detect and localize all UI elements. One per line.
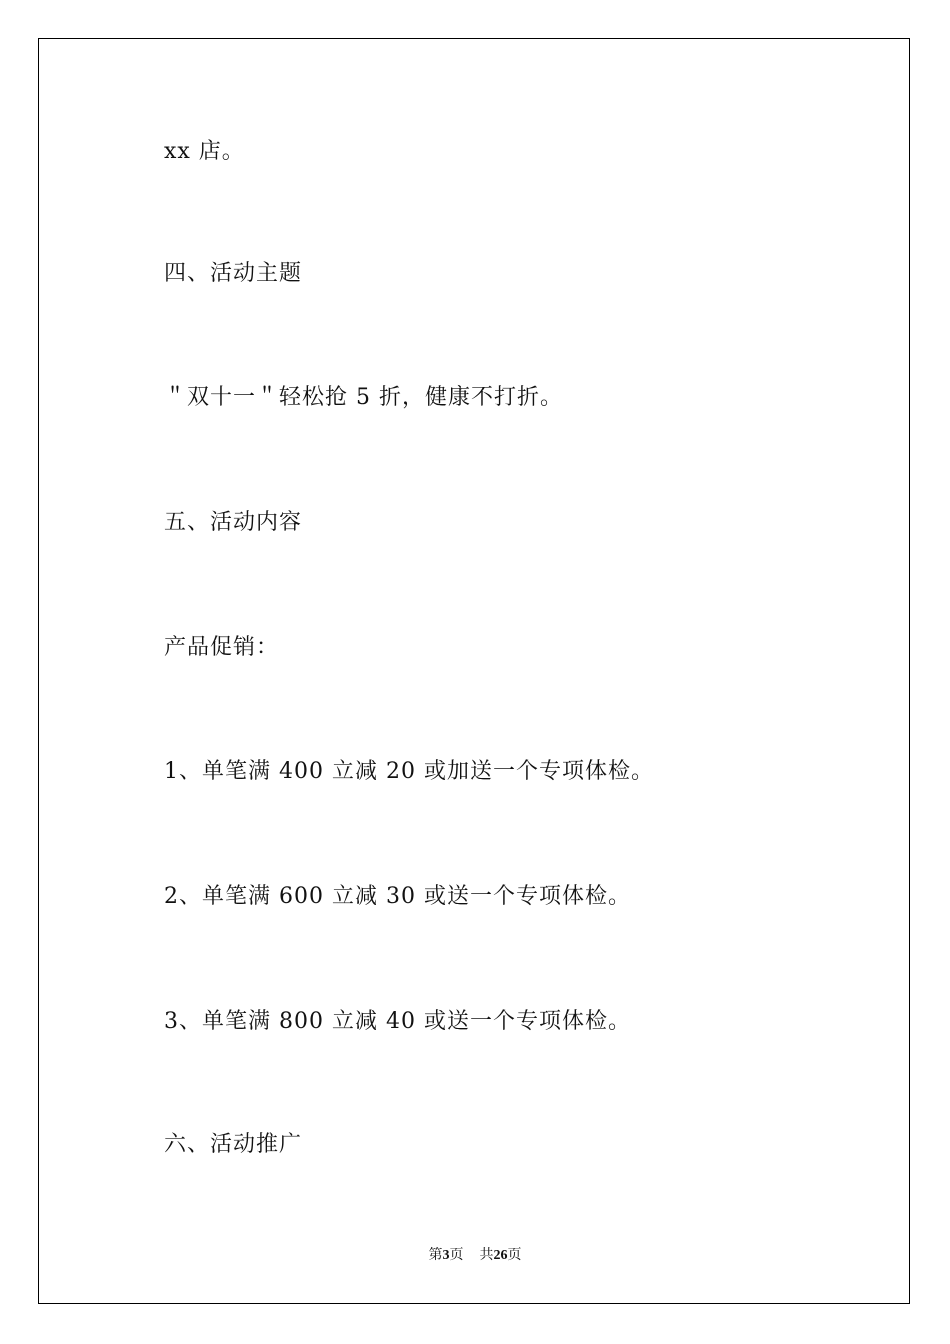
heading-activity-promotion: 六、活动推广: [164, 1132, 303, 1157]
list-item-promotion-2: 2、单笔满 600 立减 30 或送一个专项体检。: [164, 884, 631, 909]
footer-total-prefix: 共: [479, 1248, 494, 1263]
page-frame: [38, 38, 910, 1304]
footer-total-suffix: 页: [507, 1248, 522, 1263]
footer-page-suffix: 页: [449, 1248, 464, 1263]
list-item-promotion-1: 1、单笔满 400 立减 20 或加送一个专项体检。: [164, 759, 654, 784]
paragraph-theme-slogan: ＂双十一＂轻松抢 5 折，健康不打折。: [164, 385, 563, 410]
paragraph-store: xx 店。: [164, 139, 245, 164]
footer-page-number: 3: [442, 1248, 450, 1263]
footer-page-prefix: 第: [428, 1248, 443, 1263]
heading-activity-content: 五、活动内容: [164, 510, 303, 535]
heading-activity-theme: 四、活动主题: [164, 261, 303, 286]
page-footer: [0, 1247, 950, 1265]
footer-total-pages: 26: [493, 1248, 508, 1263]
paragraph-product-promotion: 产品促销：: [164, 635, 280, 660]
list-item-promotion-3: 3、单笔满 800 立减 40 或送一个专项体检。: [164, 1009, 631, 1034]
